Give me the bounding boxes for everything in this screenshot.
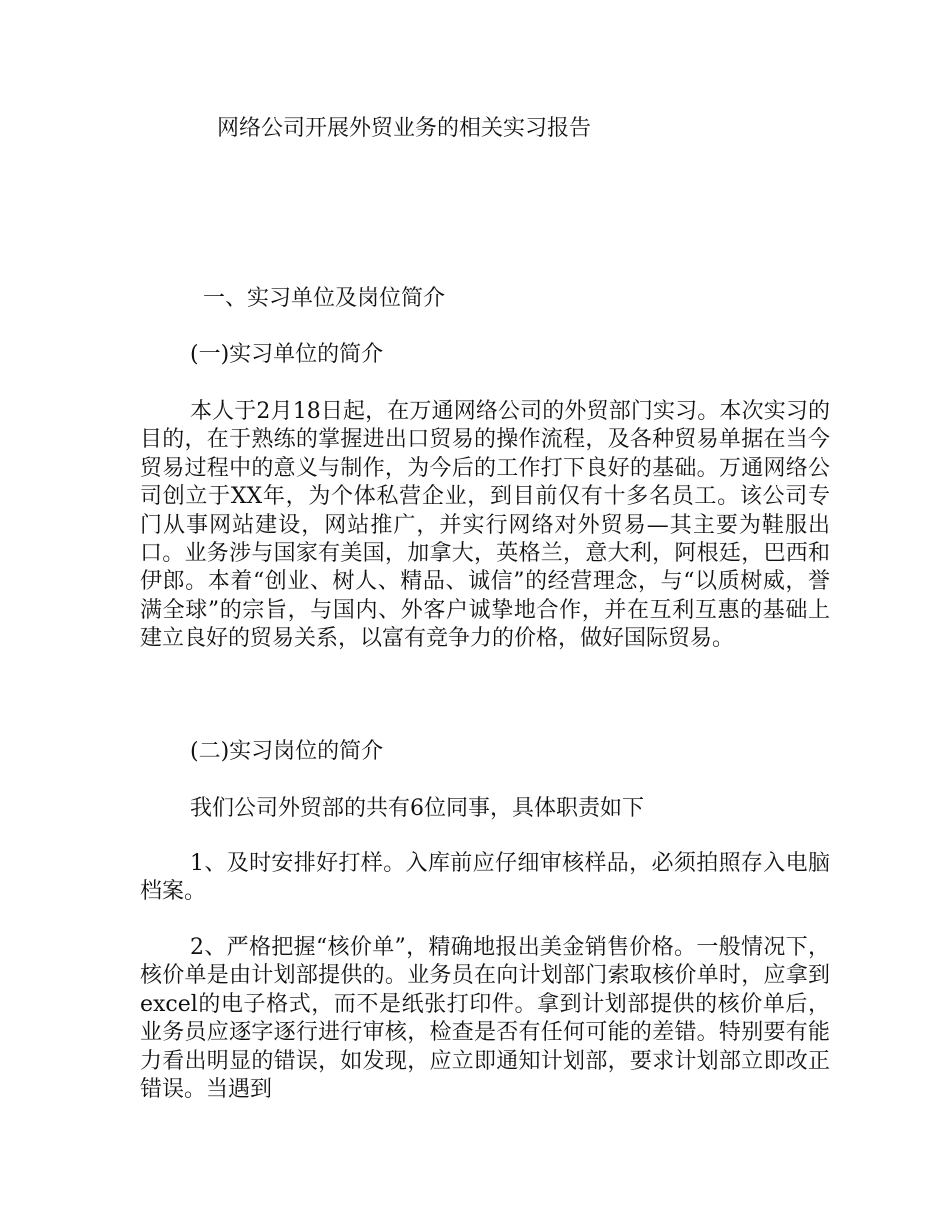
paragraph-position-intro: 我们公司外贸部的共有6位同事，具体职责如下 <box>190 796 644 821</box>
paragraph-unit-introduction: 本人于2月18日起，在万通网络公司的外贸部门实习。本次实习的目的，在于熟练的掌握进出口贸易的操作流程，及各种贸易单据在当今贸易过程中的意义与制作，为今后的工作打下良好的基础。万通网络公司创立于XX年，为个体私营企业，到目前仅有十多名员工。该公司专门从事网站建设，网站推广，并实行网络对外贸易—其主要为鞋服出口。业务涉与国家有美国，加拿大，英格兰，意大利，阿根廷，巴西和伊郎。本着“创业、树人、精品、诚信”的经营理念，与“以质树威，誉满全球”的宗旨，与国内、外客户诚挚地合作，并在互利互惠的基础上建立良好的贸易关系，以富有竞争力的价格，做好国际贸易。 <box>140 399 830 652</box>
document-title: 网络公司开展外贸业务的相关实习报告 <box>217 116 592 141</box>
subsection-heading-position: (二)实习岗位的简介 <box>190 739 384 764</box>
paragraph-duty-1: 1、及时安排好打样。入库前应仔细审核样品，必须拍照存入电脑档案。 <box>140 851 830 905</box>
section-heading: 一、实习单位及岗位简介 <box>203 286 446 311</box>
paragraph-duty-2: 2、严格把握“核价单”，精确地报出美金销售价格。一般情况下，核价单是由计划部提供的。业务员在向计划部门索取核价单时，应拿到excel的电子格式，而不是纸张打印件。拿到计划部提供的核价单后，业务员应逐字逐行进行审核，检查是否有任何可能的差错。特别要有能力看出明显的错误，如发现，应立即通知计划部，要求计划部立即改正错误。当遇到 <box>140 935 830 1103</box>
subsection-heading-unit: (一)实习单位的简介 <box>190 342 384 367</box>
